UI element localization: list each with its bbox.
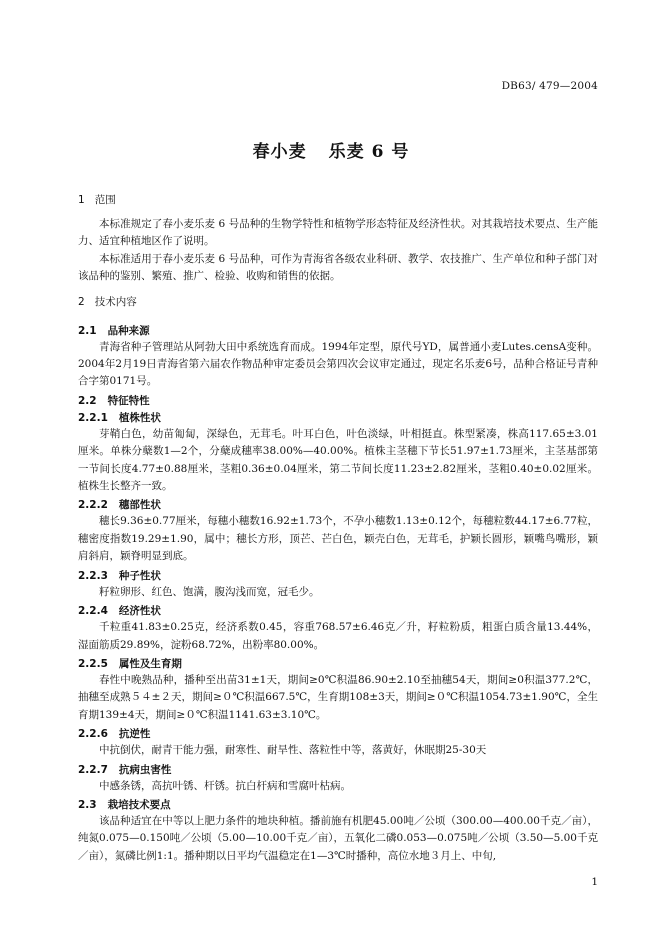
stress-resistance-paragraph: 中抗倒伏，耐青干能力强，耐寒性、耐旱性、落粒性中等，落黄好，休眠期25-30天 <box>99 744 487 757</box>
section-heading-scope: 1 范围 <box>78 194 116 206</box>
subsection-heading-spike-traits: 2.2.2 穗部性状 <box>78 499 161 512</box>
spike-traits-paragraph: 穗长9.36±0.77厘米，每穗小穗数16.92±1.73个，不孕小穗数1.13±0.12个，每穗粒数44.17±6.77粒，穗密度指数19.29±1.90，属中；穗长方形，顶芒、芒白色，颖壳白色，无茸毛，护颖长圆形，颖嘴鸟嘴形，颖肩斜肩，颖脊明显到底。 <box>78 515 598 563</box>
subsection-heading-seed-traits: 2.2.3 种子性状 <box>78 569 161 582</box>
subsection-heading-cultivation: 2.3 栽培技术要点 <box>78 798 171 811</box>
subsection-heading-economic-traits: 2.2.4 经济性状 <box>78 605 161 618</box>
economic-traits-paragraph: 千粒重41.83±0.25克，经济系数0.45，容重768.57±6.46克／升，籽粒粉质，粗蛋白质含量13.44%，湿面筋质29.89%，淀粉68.72%，出粉率80.00%。 <box>78 621 598 651</box>
cultivation-paragraph: 该品种适宜在中等以上肥力条件的地块种植。播前施有机肥45.00吨／公顷（300.00—400.00千克／亩），纯氮0.075—0.150吨／公顷（5.00—10.00千克／亩），五氧化二磷0.053—0.075吨／公顷（3.50—5.00千克／亩），氮磷比例1:1。播种期以日平均气温稳定在1—3℃时播种，高位水地３月上、中旬, <box>78 814 598 862</box>
section-heading-technical: 2 技术内容 <box>78 295 137 308</box>
scope-paragraph-1: 本标准规定了春小麦乐麦 6 号品种的生物学特性和植物学形态特征及经济性状。对其栽培技术要点、生产能力、适宜种植地区作了说明。 <box>78 218 598 248</box>
subsection-heading-stress-resistance: 2.2.6 抗逆性 <box>78 728 151 741</box>
document-body <box>78 192 598 865</box>
standard-code: DB63/ 479—2004 <box>501 80 598 92</box>
origin-paragraph: 青海省种子管理站从阿勃大田中系统选育而成。1994年定型，原代号YD，属普通小麦Lutes.censA变种。2004年2月19日青海省第六届农作物品种审定委员会第四次会议审定通过，现定名乐麦6号，品种合格证号青种合字第0171号。 <box>78 340 598 388</box>
subsection-heading-growth-period: 2.2.5 属性及生育期 <box>78 657 182 670</box>
subsection-heading-characteristics: 2.2 特征特性 <box>78 394 150 407</box>
pest-resistance-paragraph: 中感条锈，高抗叶锈、杆锈。抗白杆病和雪腐叶枯病。 <box>99 779 351 792</box>
seed-traits-paragraph: 籽粒卵形、红色、饱满，腹沟浅而宽，冠毛少。 <box>99 585 320 598</box>
title-part-2: 乐麦 6 号 <box>328 142 410 162</box>
growth-period-paragraph: 春性中晚熟品种，播种至出苗31±1天，期间≥0℃积温86.90±2.10至抽穗54天，期间≥0积温377.2℃，抽穗至成熟５４±２天，期间≥０℃积温667.5℃，生育期108±3天，期间≥０℃积温1054.73±1.90℃，全生育期139±4天，期间≥０℃积温1141.63±3.10℃。 <box>78 673 598 721</box>
subsection-heading-origin: 2.1 品种来源 <box>78 324 150 337</box>
title-part-1: 春小麦 <box>252 142 307 162</box>
subsection-heading-plant-traits: 2.2.1 植株性状 <box>78 411 161 424</box>
scope-paragraph-2: 本标准适用于春小麦乐麦 6 号品种，可作为青海省各级农业科研、教学、农技推广、生产单位和种子部门对该品种的鉴别、繁殖、推广、检验、收购和销售的依据。 <box>78 252 598 283</box>
plant-traits-paragraph: 芽鞘白色，幼苗匍匐，深绿色，无茸毛。叶耳白色，叶色淡绿，叶相挺直。株型紧凑，株高117.65±3.01厘米。单株分蘖数1—2个，分蘖成穗率38.00%—40.00%。植株主茎穗下节长51.97±1.73厘米，主茎基部第一节间长度4.77±0.88厘米，茎粗0.36±0.04厘米，第二节间长度11.23±2.82厘米，茎粗0.40±0.02厘米。植株生长整齐一致。 <box>78 427 598 493</box>
subsection-heading-pest-resistance: 2.2.7 抗病虫害性 <box>78 763 172 776</box>
page-number: 1 <box>591 876 598 888</box>
document-title <box>0 137 662 162</box>
